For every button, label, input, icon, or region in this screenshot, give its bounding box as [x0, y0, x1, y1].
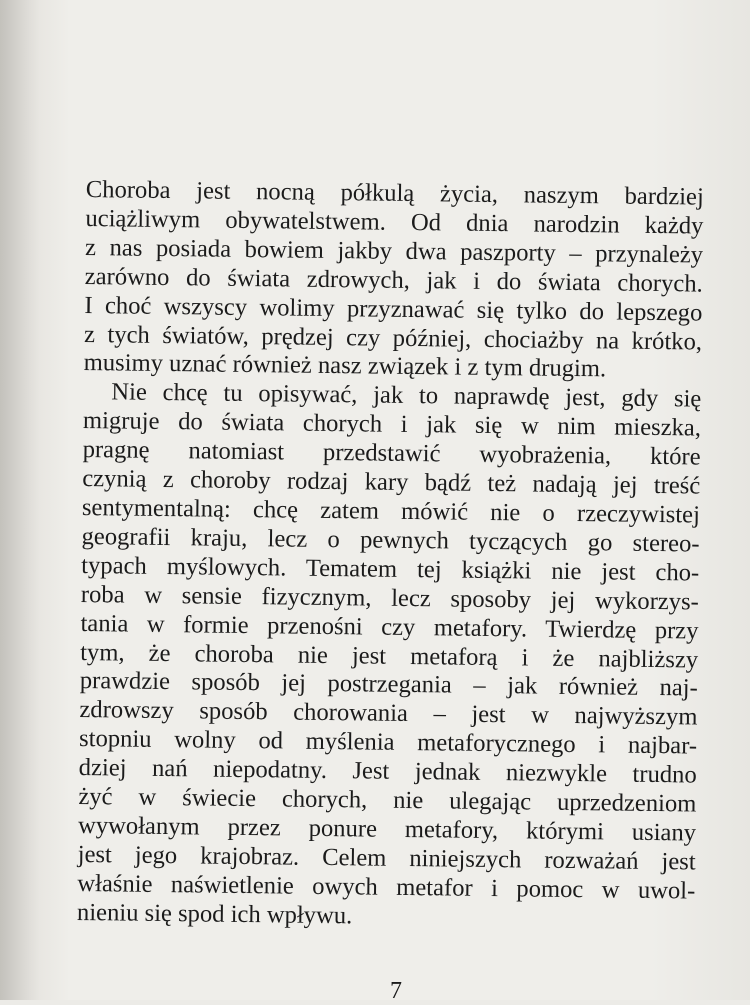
- text-line: zdrowszy sposób chorowania – jest w najwyższym: [79, 696, 698, 731]
- text-line: z nas posiada bowiem jakby dwa paszporty – przynależy: [84, 233, 704, 269]
- text-line: Nie chcę tu opisywać, jak to naprawdę jest, gdy się: [111, 378, 702, 413]
- text-line: zarówno do świata zdrowych, jak i do świata chorych.: [84, 262, 703, 298]
- text-line: sentymentalną: chcę zatem mówić nie o rzeczywistej: [81, 493, 701, 529]
- text-line: dziej nań niepodatny. Jest jednak niezwykle trudno: [78, 754, 697, 789]
- text-line: wywołanym przez ponure metafory, którymi usiany: [77, 811, 697, 847]
- text-line: I choć wszyscy wolimy przyznawać się tylko do lepszego: [84, 291, 703, 327]
- page-number: 7: [390, 978, 402, 1004]
- paragraph-2: [77, 378, 702, 935]
- text-line: właśnie naświetlenie owych metafor i pomoc w uwol-: [77, 869, 696, 905]
- text-line: czynią z choroby rodzaj kary bądź też nadają jej treść: [82, 465, 701, 500]
- text-line: typach myślowych. Tematem tej książki nie jest cho-: [81, 551, 700, 587]
- text-line: nieniu się spod ich wpływu.: [76, 898, 353, 929]
- gutter-shadow: [0, 0, 40, 1000]
- text-line: pragnę natomiast przedstawić wyobrażenia, które: [82, 436, 701, 471]
- text-line: migruje do świata chorych i jak się w nim mieszka,: [82, 407, 702, 442]
- paragraph-1: [84, 176, 704, 386]
- text-line: stopniu wolny od myślenia metaforycznego i najbar-: [78, 725, 698, 760]
- text-line: prawdzie sposób jej postrzegania – jak również naj-: [79, 667, 698, 702]
- text-line: uciążliwym obywatelstwem. Od dnia narodzin każdy: [85, 204, 704, 240]
- text-line: jest jego krajobraz. Celem niniejszych rozważań jest: [77, 840, 696, 876]
- text-line: żyć w świecie chorych, nie ulegając uprzedzeniom: [78, 782, 697, 818]
- text-line: tania w formie przenośni czy metafory. Twierdzę przy: [80, 609, 699, 645]
- text-line: musimy uznać również nasz związek i z tym drugim.: [83, 349, 607, 383]
- text-line: roba w sensie fizycznym, lecz sposoby jej wykorzys-: [80, 580, 700, 616]
- text-line: z tych światów, prędzej czy później, chociażby na krótko,: [83, 320, 703, 356]
- text-line: Choroba jest nocną półkulą życia, naszym bardziej: [85, 176, 704, 211]
- text-line: tym, że choroba nie jest metaforą i że najbliższy: [80, 638, 699, 674]
- text-line: geografii kraju, lecz o pewnych tyczących go stereo-: [81, 522, 700, 558]
- body-text: [77, 176, 704, 935]
